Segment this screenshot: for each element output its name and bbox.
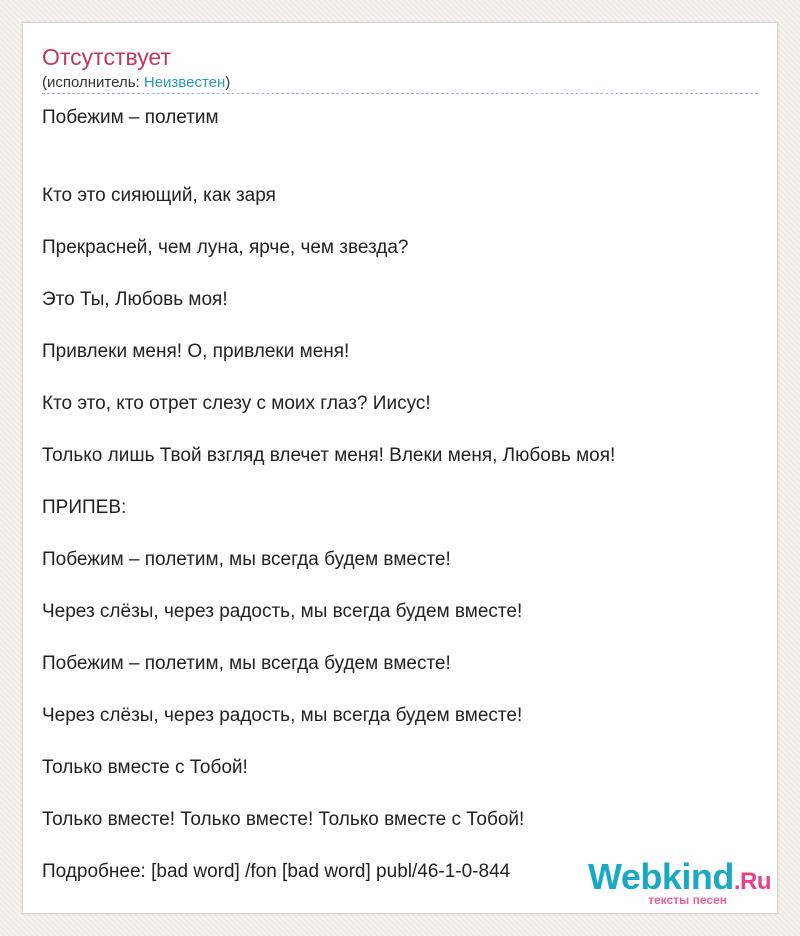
lyric-line: Кто это сияющий, как заря — [42, 185, 276, 206]
lyric-line: Только вместе! Только вместе! Только вместе с Тобой! — [42, 809, 525, 830]
lyric-line: Привлеки меня! О, привлеки меня! — [42, 341, 350, 362]
lyric-line: Подробнее: [bad word] /fon [bad word] publ/46-1-0-844 — [42, 861, 511, 882]
lyric-line: Побежим – полетим, мы всегда будем вместе! — [42, 549, 451, 570]
artist-suffix: ) — [225, 74, 231, 91]
lyric-line: Это Ты, Любовь моя! — [42, 289, 228, 310]
logo-tagline: тексты песен — [648, 893, 727, 907]
artist-line — [42, 73, 230, 93]
lyric-line: Кто это, кто отрет слезу с моих глаз? Иисус! — [42, 393, 431, 414]
lyric-line: Через слёзы, через радость, мы всегда будем вместе! — [42, 601, 523, 622]
title-divider — [42, 93, 758, 94]
lyric-line: Через слёзы, через радость, мы всегда будем вместе! — [42, 705, 523, 726]
webkind-logo[interactable] — [581, 857, 771, 913]
lyrics-card — [22, 22, 778, 914]
lyric-line: ПРИПЕВ: — [42, 497, 127, 518]
artist-prefix: (исполнитель: — [42, 74, 144, 91]
lyric-line: Только лишь Твой взгляд влечет меня! Влеки меня, Любовь моя! — [42, 445, 616, 466]
lyric-line: Побежим – полетим — [42, 107, 219, 128]
artist-link[interactable]: Неизвестен — [143, 74, 226, 91]
logo-word: Webkind — [587, 856, 734, 897]
lyric-line: Прекрасней, чем луна, ярче, чем звезда? — [42, 237, 409, 258]
song-title: Отсутствует — [42, 44, 171, 70]
lyric-line: Побежим – полетим, мы всегда будем вместе! — [42, 653, 451, 674]
logo-tld: .Ru — [733, 868, 771, 895]
lyric-line: Только вместе с Тобой! — [42, 757, 248, 778]
